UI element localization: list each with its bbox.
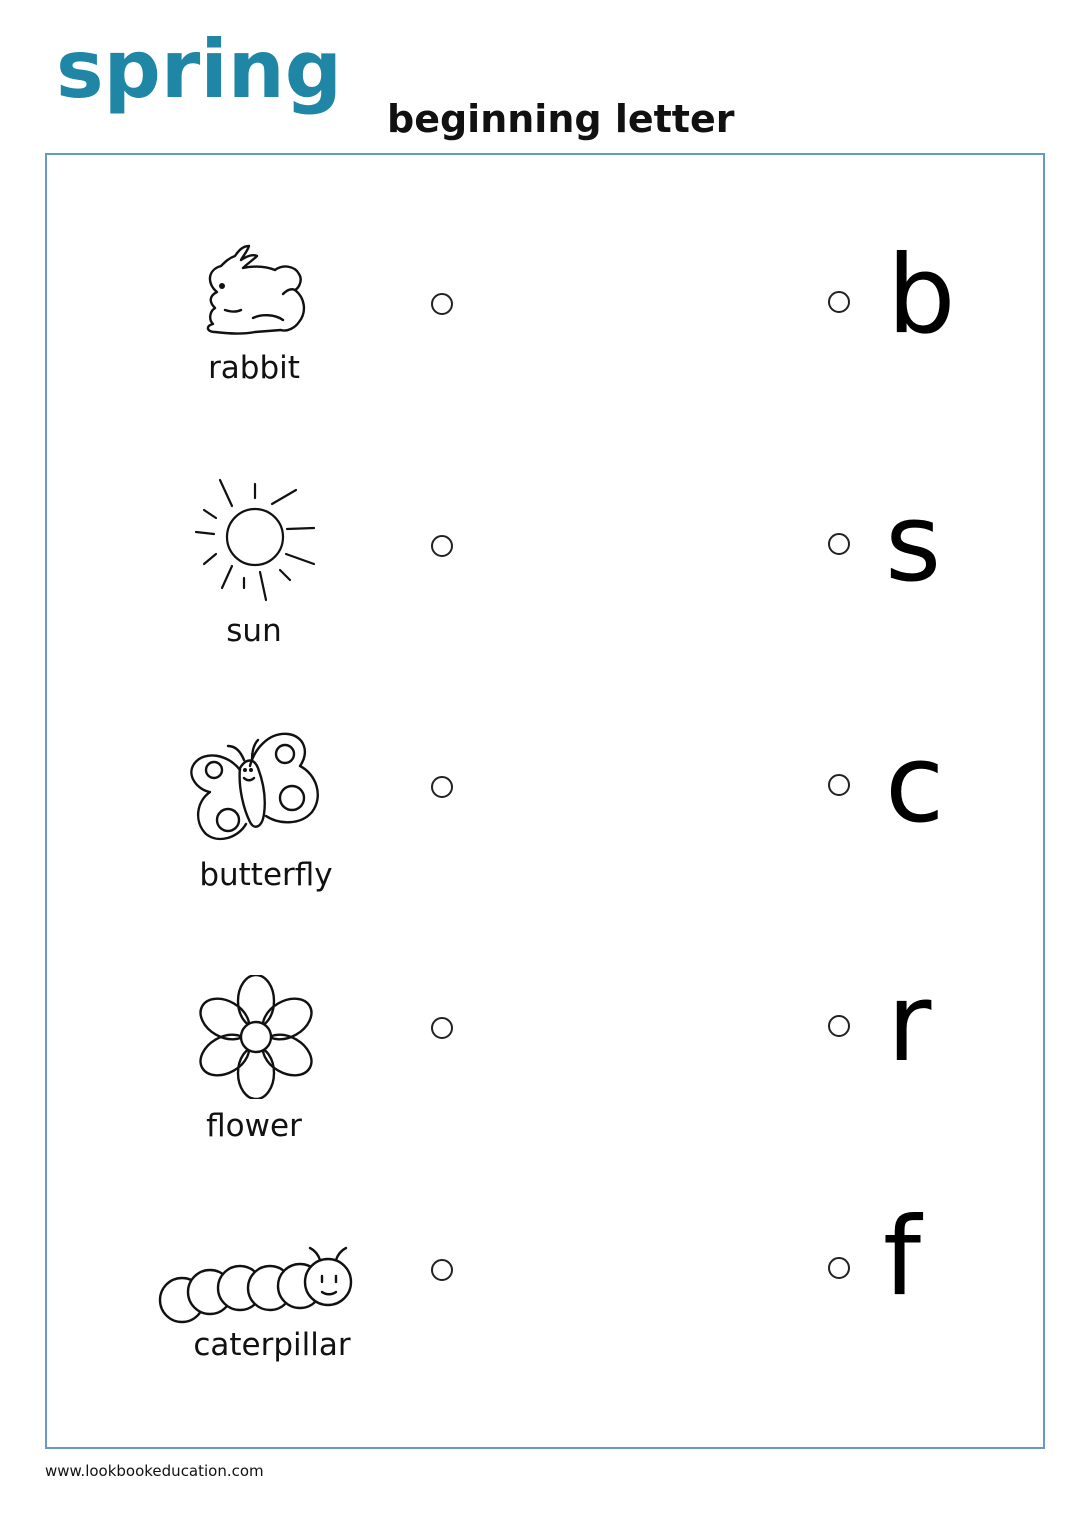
letter-dot-r[interactable] [828, 1015, 850, 1037]
word-flower: flower [206, 1108, 302, 1144]
letter-f: f [883, 1195, 922, 1320]
word-dot-flower[interactable] [431, 1017, 453, 1039]
letter-dot-c[interactable] [828, 774, 850, 796]
word-caterpillar: caterpillar [193, 1327, 351, 1363]
word-rabbit: rabbit [208, 350, 300, 386]
sun-icon [192, 474, 318, 604]
word-butterfly: butterfly [199, 857, 333, 893]
letter-dot-f[interactable] [828, 1257, 850, 1279]
letter-s: s [885, 481, 942, 606]
worksheet-title: spring [56, 23, 342, 116]
caterpillar-icon [156, 1242, 356, 1328]
word-dot-butterfly[interactable] [431, 776, 453, 798]
flower-icon [194, 975, 318, 1099]
word-dot-caterpillar[interactable] [431, 1259, 453, 1281]
letter-c: c [885, 722, 945, 847]
word-dot-sun[interactable] [431, 535, 453, 557]
butterfly-icon [188, 730, 324, 846]
letter-dot-s[interactable] [828, 533, 850, 555]
word-sun: sun [226, 613, 282, 649]
word-dot-rabbit[interactable] [431, 293, 453, 315]
footer-url: www.lookbookeducation.com [45, 1462, 264, 1480]
letter-r: r [887, 961, 932, 1086]
letter-dot-b[interactable] [828, 291, 850, 313]
worksheet-subtitle: beginning letter [387, 97, 735, 141]
letter-b: b [887, 233, 956, 358]
rabbit-icon [195, 240, 315, 340]
